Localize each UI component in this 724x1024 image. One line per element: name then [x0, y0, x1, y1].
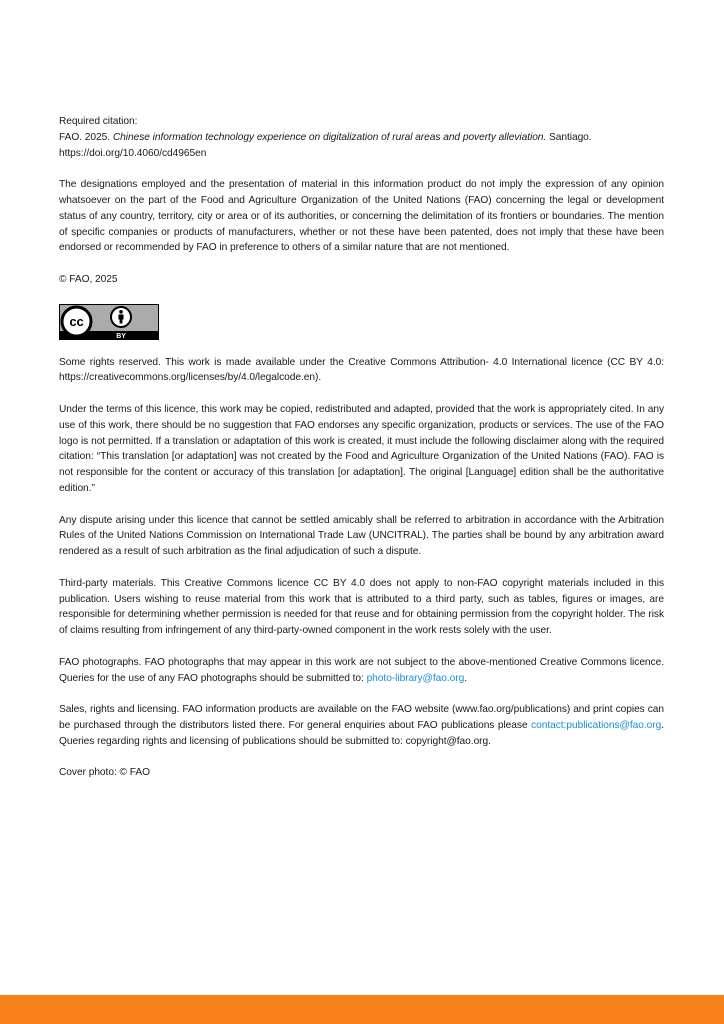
designations-disclaimer: The designations employed and the presentation of material in this information product do not imply the expression of any opinion whatsoever on the part of the Food and Agriculture Organization of the United Nations (FAO) concerning the legal or development status of any country, territory, city or area or of its authorities, or concerning the delimitation of its frontiers or boundaries. The mention of specific companies or products of manufacturers, whether or not these have been patented, does not imply that these have been endorsed or recommended by FAO in preference to others of a similar nature that are not mentioned. — [59, 179, 664, 254]
by-label: BY — [116, 332, 126, 340]
third-party-materials: Third-party materials. This Creative Commons licence CC BY 4.0 does not apply to non-FAO copyright materials included in this publication. Users wishing to reuse material from this work that is attributed to a third party, such as tables, figures or images, are responsible for determining whether permission is needed for that reuse and for obtaining permission from the copyright holder. The risk of claims resulting from infringement of any third-party-owned component in the work rests solely with the user. — [59, 577, 664, 637]
sales-text: Sales, rights and licensing. FAO information products are available on the FAO website (www.fao.org/publications) and print copies can be purchased through the distributors listed there. For general enquiries about FAO publications please — [59, 704, 664, 731]
cover-photo-credit: Cover photo: © FAO — [59, 767, 150, 779]
photographs-notice — [59, 655, 664, 687]
copyright-page — [59, 114, 664, 797]
attribution-icon — [111, 307, 131, 327]
footer-bar — [0, 995, 724, 1024]
citation-prefix: FAO. 2025. — [59, 131, 113, 143]
citation-title: Chinese information technology experience on digitalization of rural areas and poverty alleviation. — [112, 131, 547, 143]
photo-library-email-link[interactable]: photo-library@fao.org — [366, 672, 465, 684]
publications-email-link[interactable]: contact:publications@fao.org — [531, 719, 662, 731]
citation-doi[interactable]: https://doi.org/10.4060/cd4965en — [59, 147, 207, 159]
dispute-clause: Any dispute arising under this licence that cannot be settled amicably shall be referred to arbitration in accordance with the Arbitration Rules of the United Nations Commission on International Trade Law (UNCITRAL). The parties shall be bound by any arbitration award rendered as a result of such arbitration as the final adjudication of such a dispute. — [59, 514, 664, 558]
cc-icon-text: cc — [69, 313, 84, 329]
photographs-text: FAO photographs. FAO photographs that may appear in this work are not subject to the above-mentioned Creative Commons licence. Queries for the use of any FAO photographs should be submitted to: — [59, 656, 664, 684]
sales-end: . Queries regarding rights and licensing of publications should be submitted to: copyright@fao.org. — [59, 719, 664, 747]
photographs-end: . — [464, 672, 467, 684]
citation-block — [59, 114, 664, 161]
copyright-notice: © FAO, 2025 — [59, 273, 118, 285]
sales-notice — [59, 702, 664, 749]
citation-place: Santiago. — [546, 131, 592, 143]
cc-by-license-badge[interactable] — [59, 304, 664, 340]
licence-terms: Under the terms of this licence, this work may be copied, redistributed and adapted, provided that the work is appropriately cited. In any use of this work, there should be no suggestion that FAO endorses any specific organization, products or services. The use of the FAO logo is not permitted. If a translation or adaptation of this work is created, it must include the following disclaimer along with the required citation: “This translation [or adaptation] was not created by the Food and Agriculture Organization of the United Nations (FAO). FAO is not responsible for the content or accuracy of this translation [or adaptation]. The original [Language] edition shall be the authoritative edition.” — [59, 403, 664, 494]
cc-icon — [62, 307, 91, 336]
citation-label: Required citation: — [59, 116, 138, 127]
rights-statement: Some rights reserved. This work is made available under the Creative Commons Attribution- 4.0 International licence (CC BY 4.0: https://creativecommons.org/licenses/by/4.0/legalcode.en). — [59, 356, 664, 384]
